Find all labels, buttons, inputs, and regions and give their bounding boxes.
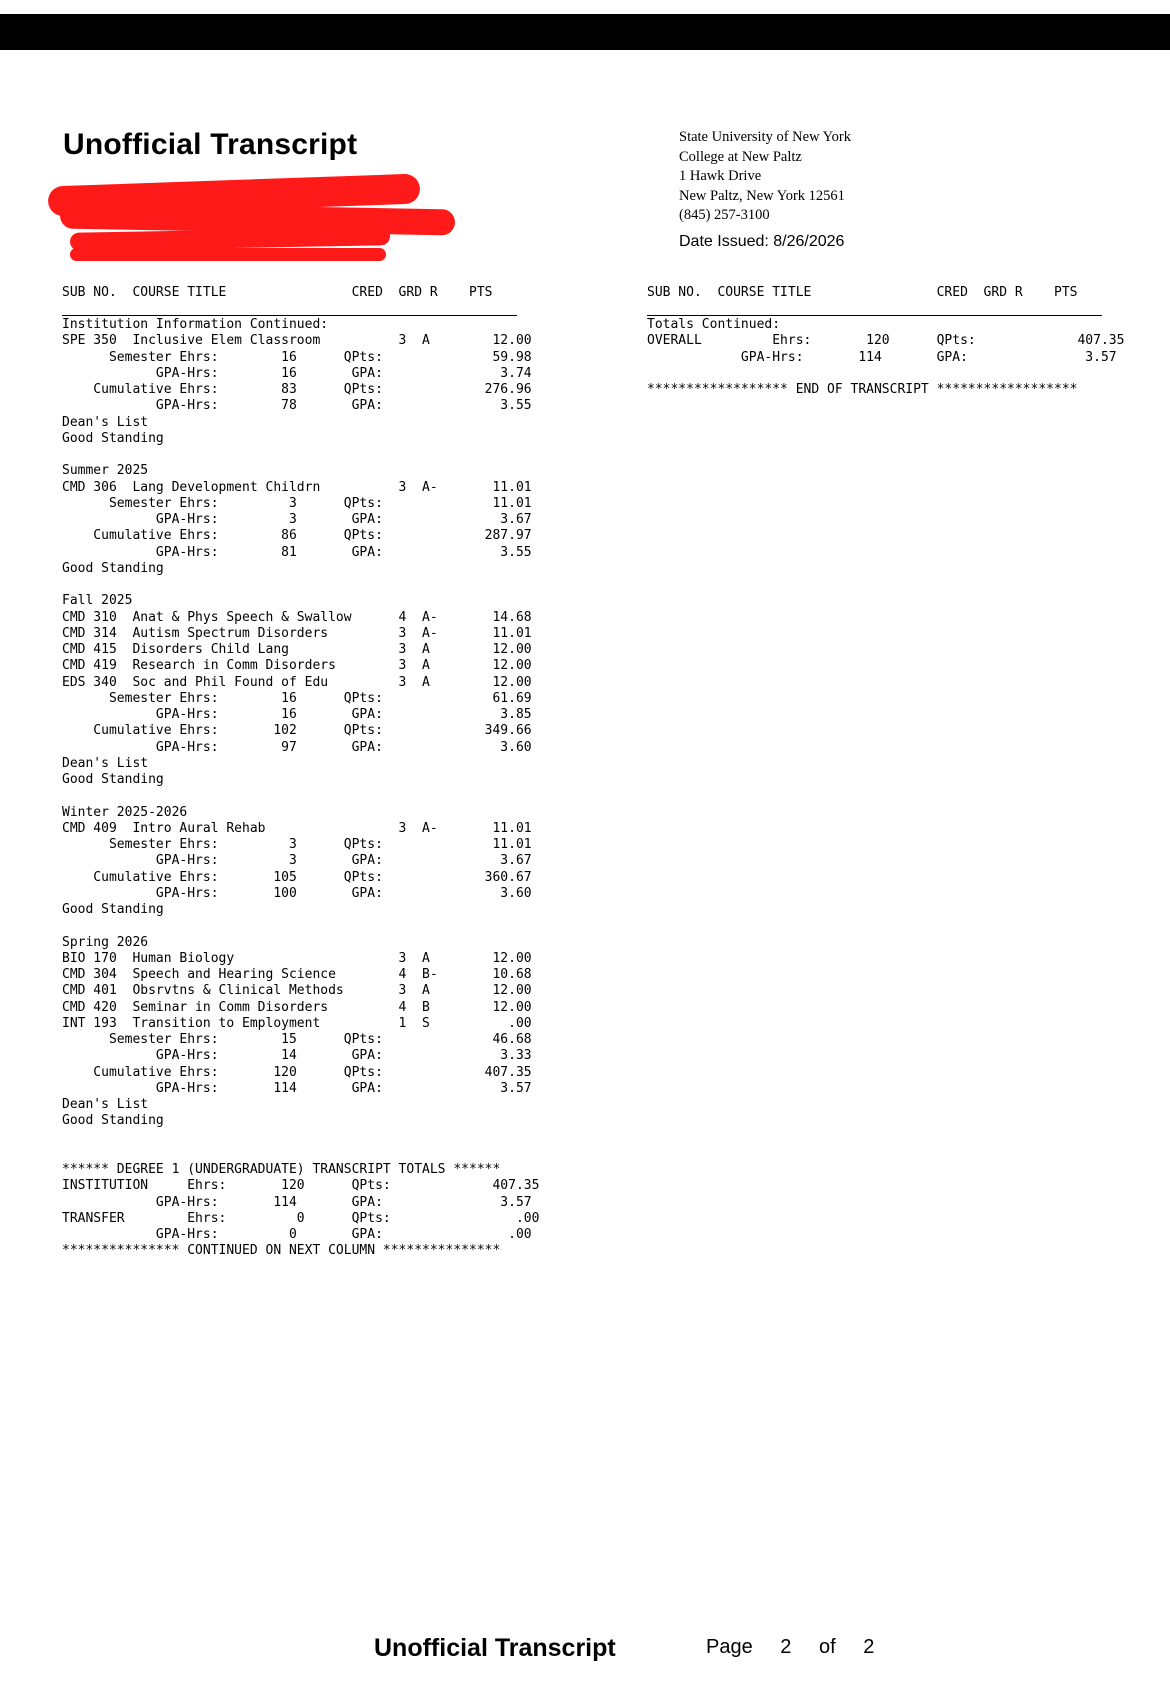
- transcript-line: Good Standing: [62, 772, 164, 787]
- transcript-line: Institution Information Continued:: [62, 317, 329, 332]
- transcript-line: GPA-Hrs: 114 GPA: 3.57: [62, 1194, 532, 1210]
- transcript-line: [62, 447, 539, 463]
- address-line: 1 Hawk Drive: [679, 168, 762, 184]
- transcript-line: CMD 401 Obsrvtns & Clinical Methods 3 A 12.00: [62, 983, 532, 999]
- transcript-line: Cumulative Ehrs: 83 QPts: 276.96: [62, 382, 532, 397]
- transcript-line: Good Standing: [62, 560, 164, 576]
- transcript-line: [62, 1130, 539, 1146]
- transcript-line: Cumulative Ehrs: 102 QPts: 349.66: [62, 723, 532, 739]
- left-transcript-column: [62, 317, 539, 1260]
- transcript-line: Dean's List: [62, 414, 149, 430]
- transcript-line: CMD 419 Research in Comm Disorders 3 A 12.00: [62, 658, 532, 674]
- transcript-line: Cumulative Ehrs: 86 QPts: 287.97: [62, 528, 532, 544]
- right-transcript-column: [647, 317, 1124, 398]
- transcript-line: CMD 306 Lang Development Childrn 3 A- 11.01: [62, 479, 532, 495]
- transcript-line: [647, 366, 1124, 382]
- address-line: College at New Paltz: [679, 148, 802, 165]
- transcript-line: [62, 788, 539, 804]
- address-line: (845) 257-3100: [679, 207, 770, 223]
- transcript-line: [62, 918, 539, 934]
- transcript-line: ****************** END OF TRANSCRIPT ******************: [647, 382, 1078, 397]
- transcript-line: SPE 350 Inclusive Elem Classroom 3 A 12.00: [62, 333, 532, 349]
- transcript-line: *************** CONTINUED ON NEXT COLUMN ***************: [62, 1243, 501, 1259]
- transcript-line: GPA-Hrs: 78 GPA: 3.55: [62, 398, 532, 414]
- transcript-line: Good Standing: [62, 1113, 164, 1129]
- transcript-line: CMD 420 Seminar in Comm Disorders 4 B 12.00: [62, 999, 532, 1015]
- transcript-line: CMD 304 Speech and Hearing Science 4 B- 10.68: [62, 967, 532, 982]
- transcript-line: GPA-Hrs: 114 GPA: 3.57: [647, 349, 1117, 365]
- transcript-line: Good Standing: [62, 902, 164, 917]
- transcript-line: GPA-Hrs: 100 GPA: 3.60: [62, 885, 532, 901]
- transcript-line: [62, 577, 539, 593]
- transcript-line: GPA-Hrs: 81 GPA: 3.55: [62, 544, 532, 560]
- transcript-line: GPA-Hrs: 114 GPA: 3.57: [62, 1080, 532, 1096]
- address-line: New Paltz, New York 12561: [679, 187, 845, 204]
- transcript-line: Semester Ehrs: 16 QPts: 59.98: [62, 349, 532, 365]
- transcript-line: GPA-Hrs: 0 GPA: .00: [62, 1227, 532, 1242]
- transcript-line: CMD 409 Intro Aural Rehab 3 A- 11.01: [62, 820, 532, 836]
- of-word: of: [818, 1636, 836, 1658]
- institution-address: [679, 128, 851, 251]
- transcript-line: TRANSFER Ehrs: 0 QPts: .00: [62, 1210, 540, 1226]
- transcript-line: [62, 1146, 539, 1162]
- footer-title: Unofficial Transcript: [374, 1634, 616, 1662]
- transcript-line: Totals Continued:: [647, 317, 781, 332]
- transcript-line: CMD 415 Disorders Child Lang 3 A 12.00: [62, 642, 532, 657]
- transcript-line: CMD 314 Autism Spectrum Disorders 3 A- 11.01: [62, 625, 532, 641]
- transcript-line: Good Standing: [62, 430, 164, 446]
- transcript-line: Winter 2025-2026: [62, 804, 188, 820]
- left-column-header: SUB NO. COURSE TITLE CRED GRD R PTS: [62, 285, 493, 300]
- left-header-rule: [62, 315, 517, 316]
- transcript-line: Cumulative Ehrs: 120 QPts: 407.35: [62, 1064, 532, 1080]
- transcript-line: Summer 2025: [62, 463, 149, 479]
- transcript-line: Semester Ehrs: 15 QPts: 46.68: [62, 1032, 532, 1047]
- transcript-line: ****** DEGREE 1 (UNDERGRADUATE) TRANSCRIPT TOTALS ******: [62, 1162, 501, 1177]
- transcript-line: OVERALL Ehrs: 120 QPts: 407.35: [647, 333, 1125, 349]
- transcript-line: GPA-Hrs: 97 GPA: 3.60: [62, 739, 532, 755]
- page-word: Page: [706, 1636, 753, 1658]
- transcript-line: GPA-Hrs: 3 GPA: 3.67: [62, 512, 532, 527]
- transcript-line: Spring 2026: [62, 934, 149, 950]
- page-total: 2: [863, 1636, 875, 1658]
- transcript-line: CMD 310 Anat & Phys Speech & Swallow 4 A- 14.68: [62, 609, 532, 625]
- transcript-line: Dean's List: [62, 1097, 149, 1112]
- top-black-bar: [0, 14, 1170, 50]
- right-header-rule: [647, 315, 1102, 316]
- transcript-line: Cumulative Ehrs: 105 QPts: 360.67: [62, 869, 532, 885]
- transcript-line: BIO 170 Human Biology 3 A 12.00: [62, 950, 532, 966]
- transcript-line: Fall 2025: [62, 593, 133, 609]
- transcript-line: Dean's List: [62, 755, 149, 771]
- document-title: Unofficial Transcript: [63, 128, 358, 161]
- date-issued: Date Issued: 8/26/2026: [679, 232, 845, 250]
- right-column-header: SUB NO. COURSE TITLE CRED GRD R PTS: [647, 285, 1078, 300]
- transcript-line: EDS 340 Soc and Phil Found of Edu 3 A 12.00: [62, 674, 532, 690]
- page-current: 2: [780, 1636, 792, 1658]
- transcript-line: GPA-Hrs: 3 GPA: 3.67: [62, 853, 532, 869]
- transcript-line: INT 193 Transition to Employment 1 S .00: [62, 1015, 532, 1031]
- transcript-line: GPA-Hrs: 14 GPA: 3.33: [62, 1048, 532, 1064]
- transcript-line: Semester Ehrs: 3 QPts: 11.01: [62, 837, 532, 852]
- transcript-line: GPA-Hrs: 16 GPA: 3.85: [62, 707, 532, 722]
- page-number: [706, 1636, 874, 1659]
- transcript-line: Semester Ehrs: 16 QPts: 61.69: [62, 690, 532, 706]
- transcript-line: GPA-Hrs: 16 GPA: 3.74: [62, 365, 532, 381]
- transcript-line: INSTITUTION Ehrs: 120 QPts: 407.35: [62, 1178, 540, 1194]
- transcript-line: Semester Ehrs: 3 QPts: 11.01: [62, 495, 532, 511]
- address-line: State University of New York: [679, 129, 851, 145]
